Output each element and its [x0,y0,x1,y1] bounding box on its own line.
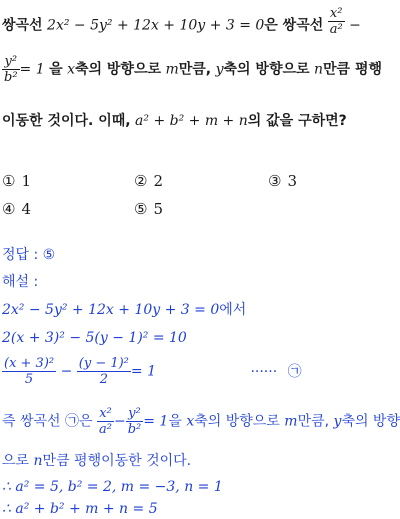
solution-step-6 [2,478,223,496]
solution-equation: 2(x + 3)² − 5(y − 1)² = 10 [2,330,187,346]
problem-text: 의 값을 구하면? [247,113,347,129]
var-x: x [67,61,75,78]
problem-text: 을 [49,61,63,78]
choice-mark: ① [2,172,16,190]
solution-text: 으로 [2,453,30,469]
choice-3[interactable] [268,172,297,190]
problem-text: 만큼 평행 [323,61,382,78]
label-circle-giyeok: ㉠ [287,363,302,380]
choice-2[interactable] [134,172,163,190]
problem-equation: 2x² − 5y² + 12x + 10y + 3 = 0 [47,17,265,34]
var-n: n [313,61,324,78]
fraction-y2-b2: $\frac{\text{y²}}{\text{b²}}$ [4,54,18,85]
choice-5[interactable] [134,200,163,218]
solution-text: 을 [168,413,182,430]
var-n: n [33,453,43,469]
answer-label: 정답 : [2,247,39,263]
choice-mark: ⑤ [134,200,148,218]
choice-mark: ② [134,172,148,190]
problem-text: 이동한 것이다. 이때, [2,113,131,129]
choice-value: 4 [21,200,31,218]
equals-one: = 1 [130,363,156,380]
var-m: m [284,413,298,430]
equals-one: = 1 [143,413,169,430]
minus-sign: − [349,17,361,34]
fraction-step4-a: $\frac{\text{x²}}{\text{a²}}$ [98,406,112,437]
fraction-step3-a: $\frac{\text{(x + 3)²}}{5}$ [4,356,55,387]
fraction-x2-a2: $\frac{\text{x²}}{\text{a²}}$ [329,6,343,37]
problem-expression: a² + b² + m + n [135,113,248,129]
solution-step-7 [2,500,158,518]
var-x: x [186,413,195,430]
problem-text: 만큼, [178,61,212,78]
solution-equation: ∴ a² = 5, b² = 2, m = −3, n = 1 [2,479,223,495]
solution-step-2 [2,329,187,347]
solution-text: 즉 쌍곡선 ㉠은 [2,413,93,430]
explanation-label-text: 해설 : [2,274,39,290]
problem-text: 은 쌍곡선 [264,17,324,34]
problem-text: 축의 방향으로 [223,61,310,78]
equals-one: = 1 [19,61,45,78]
solution-equation: 2x² − 5y² + 12x + 10y + 3 = 0 [2,302,220,318]
choice-mark: ④ [2,200,16,218]
choice-mark: ③ [268,172,282,190]
choice-value: 1 [21,172,31,190]
problem-text: 축의 방향으로 [74,61,162,78]
var-y: y [333,413,342,430]
choice-value: 5 [153,200,163,218]
problem-line-1 [2,6,361,41]
choice-1[interactable] [2,172,31,190]
solution-equation: ∴ a² + b² + m + n = 5 [2,501,158,517]
solution-step-4 [2,406,400,437]
fraction-step3-b: $\frac{\text{(y − 1)²}}{2}$ [78,356,129,387]
explanation-label [2,273,38,291]
minus-sign: − [113,413,126,430]
answer-line [2,246,55,264]
problem-text: 쌍곡선 [2,17,43,34]
problem-line-2 [2,54,382,85]
solution-step-5 [2,452,191,470]
minus-sign: − [60,363,73,380]
ellipsis: ······ [250,363,278,380]
solution-text: 에서 [219,302,247,318]
solution-step-1 [2,301,246,319]
var-m: m [165,61,179,78]
problem-line-3 [2,112,347,130]
choice-value: 2 [153,172,163,190]
answer-value: ⑤ [42,247,56,263]
solution-text: 축의 방향으로 [194,413,280,430]
solution-step-3 [2,356,302,387]
choice-value: 3 [287,172,297,190]
solution-text: 축의 방향 [341,413,400,430]
solution-text: 만큼 평행이동한 것이다. [42,453,192,469]
fraction-step4-b: $\frac{\text{y²}}{\text{b²}}$ [127,406,142,437]
solution-text: 만큼, [297,413,330,430]
choice-4[interactable] [2,200,31,218]
var-y: y [215,61,224,78]
